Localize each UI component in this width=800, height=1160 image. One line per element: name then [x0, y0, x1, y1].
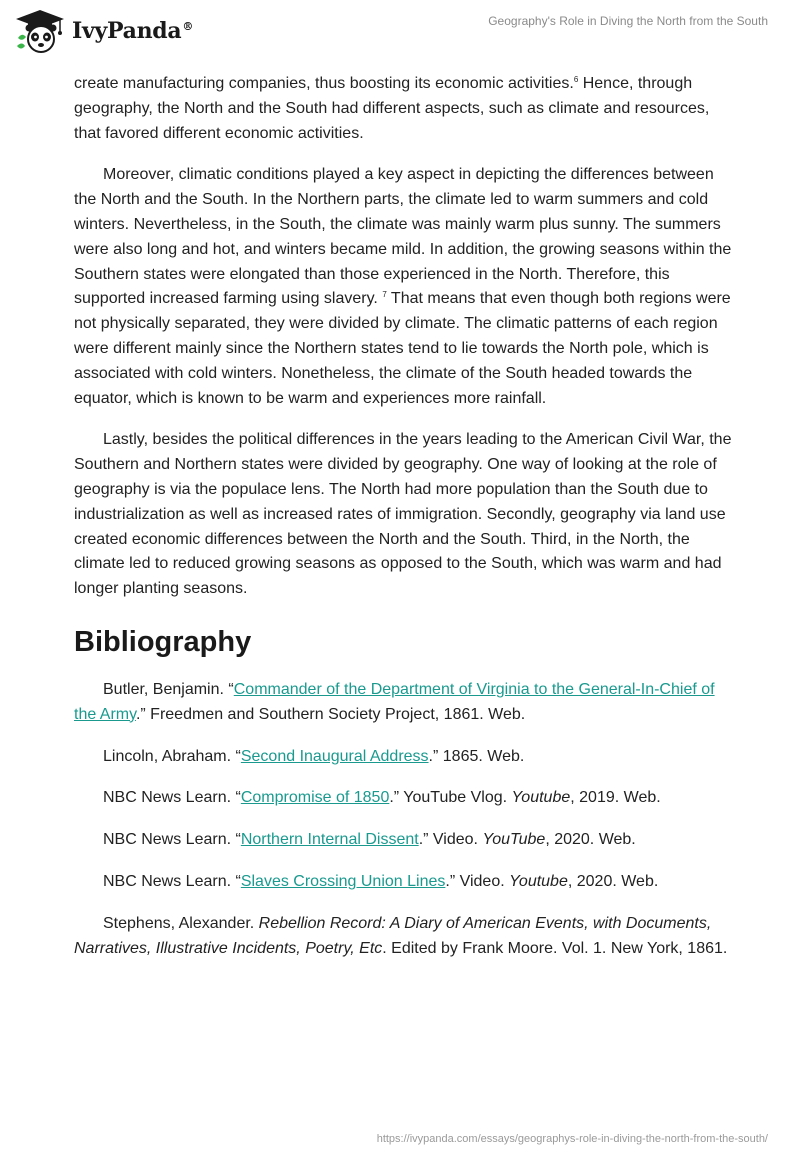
entry-type: .” Video. [445, 872, 510, 890]
entry-publisher: Youtube [509, 872, 568, 890]
bibliography-entry [74, 786, 734, 811]
bibliography-heading: Bibliography [74, 625, 252, 658]
paragraph-2 [74, 163, 734, 411]
entry-publisher: Youtube [511, 789, 571, 807]
entry-author: Lincoln, Abraham. “ [103, 747, 241, 765]
entry-details: , 2019. Web. [570, 789, 661, 807]
source-url[interactable]: https://ivypanda.com/essays/geographys-role-in-diving-the-north-from-the-south/ [376, 1133, 768, 1145]
entry-author: NBC News Learn. “ [103, 789, 241, 807]
entry-details: .” 1865. Web. [428, 747, 525, 765]
panda-graduate-icon [14, 8, 66, 54]
bibliography-link[interactable]: Northern Internal Dissent [240, 831, 419, 849]
essay-content [74, 72, 734, 978]
entry-details: . Edited by Frank Moore. Vol. 1. New York, 1861. [382, 939, 728, 957]
bibliography-entry [74, 745, 734, 770]
entry-author: NBC News Learn. “ [103, 872, 241, 890]
registered-mark: ® [182, 19, 194, 33]
bibliography-entry [74, 678, 734, 728]
ivypanda-logo[interactable] [14, 8, 194, 54]
brand-text: IvyPanda [72, 18, 182, 44]
bibliography-entry [74, 912, 734, 962]
bibliography-link[interactable]: Second Inaugural Address [240, 747, 429, 765]
document-title: Geography's Role in Diving the North from the South [488, 14, 768, 28]
entry-publisher: YouTube [482, 831, 546, 849]
brand-name [72, 18, 193, 44]
paragraph-1 [74, 72, 734, 146]
entry-author: NBC News Learn. “ [103, 831, 241, 849]
entry-details: , 2020. Web. [567, 872, 659, 890]
bibliography-entry [74, 870, 734, 895]
entry-type: .” YouTube Vlog. [389, 789, 512, 807]
bibliography-link[interactable]: Commander of the Department of Virginia to the General-In-Chief of the Army [74, 680, 715, 723]
paragraph-3: Lastly, besides the political differences in the years leading to the American Civil War, the Southern and Northern states were divided by geography. One way of looking at the role of geography is via the populace lens. The North had more population than the South due to industrialization as well as increased rates of immigration. Secondly, geography via land use created economic differences between the North and the South. Third, in the North, the climate led to reduced growing seasons as opposed to the South, which was warm and had longer planting seasons. [74, 431, 732, 598]
entry-author: Stephens, Alexander. [103, 914, 259, 932]
entry-author: Butler, Benjamin. “ [103, 680, 234, 698]
paragraph-2-rest: That means that even though both regions were not physically separated, they were divided by climate. The climatic patterns of each region were different mainly since the Northern states tend to lie towards the North pole, which is associated with cold winters. Nonetheless, the climate of the South headed towards the equator, which is known to be warm and experiences more rainfall. [74, 290, 731, 407]
paragraph-1-rest: Hence, through geography, the North and the South had different aspects, such as climate and resources, that favored different economic activities. [74, 75, 710, 142]
paragraph-1-text: create manufacturing companies, thus boosting its economic activities. [74, 75, 574, 92]
bibliography-link[interactable]: Compromise of 1850 [240, 789, 390, 807]
entry-details: , 2020. Web. [545, 831, 636, 849]
footnote-6[interactable]: 6 [573, 75, 579, 84]
bibliography-link[interactable]: Slaves Crossing Union Lines [240, 872, 446, 890]
footnote-7[interactable]: 7 [382, 290, 387, 300]
page-header [0, 0, 800, 62]
bibliography-entry [74, 828, 734, 853]
paragraph-2-text: Moreover, climatic conditions played a key aspect in depicting the differences between the North and the South. In the Northern parts, the climate led to warm summers and cold winters. Nevertheless, in the South, the climate was mainly warm plus sunny. The summers were also long and hot, and winters became mild. In addition, the growing seasons within the Southern states were elongated than those experienced in the North. Therefore, this supported increased farming using slavery. [74, 166, 732, 308]
entry-type: .” Video. [418, 831, 483, 849]
entry-details: .” Freedmen and Southern Society Project, 1861. Web. [135, 705, 526, 723]
entry-book-title: Rebellion Record: A Diary of American Events, with Documents, Narratives, Illustrative Incidents, Poetry, Etc [74, 914, 712, 957]
